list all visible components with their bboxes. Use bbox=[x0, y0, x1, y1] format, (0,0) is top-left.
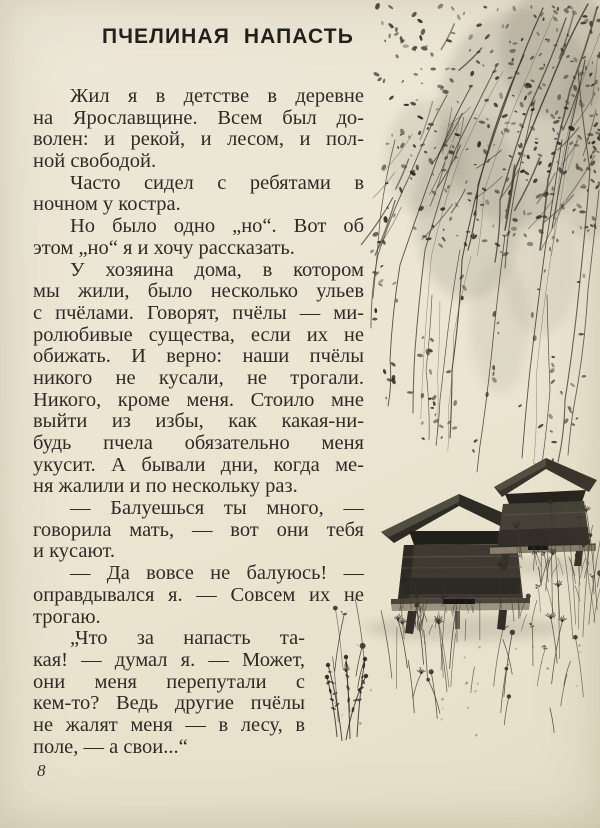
text-line: поле, — а свои...“ bbox=[33, 735, 188, 758]
beehive-left bbox=[381, 494, 543, 634]
charcoal-wash bbox=[386, 0, 600, 392]
paragraph bbox=[33, 173, 364, 216]
text-line: Но было одно „но“. Вот об bbox=[70, 215, 364, 238]
text-line: с пчёлами. Говорят, пчёлы — ми- bbox=[33, 301, 364, 324]
wildflower-meadow bbox=[333, 499, 600, 736]
text-line: оправдывался я. — Совсем их не bbox=[33, 583, 364, 606]
text-line: трогаю. bbox=[33, 605, 101, 628]
text-line: ночном у костра. bbox=[33, 193, 181, 216]
text-line: кем-то? Ведь другие пчёлы bbox=[33, 692, 305, 715]
text-line: ня жалили и по нескольку раз. bbox=[33, 475, 298, 498]
text-line: волен: и рекой, и лесом, и пол- bbox=[33, 128, 364, 151]
birch-branches bbox=[371, 4, 600, 472]
text-line: — Балуешься ты много, — bbox=[70, 497, 364, 520]
text-line: Жил я в детстве в деревне bbox=[70, 85, 364, 107]
paragraph bbox=[33, 498, 364, 563]
paragraph bbox=[33, 260, 364, 499]
text-line: они меня перепутали с bbox=[33, 670, 305, 693]
paragraph bbox=[33, 86, 364, 173]
text-line: — Да вовсе не балуюсь! — bbox=[70, 562, 364, 585]
paragraph bbox=[33, 628, 305, 758]
text-line: никого не кусали, не трогали. bbox=[33, 366, 364, 389]
text-line: Часто сидел с ребятами в bbox=[70, 171, 364, 194]
text-line: и кусают. bbox=[33, 540, 116, 563]
text-line: ролюбивые существа, если их не bbox=[33, 323, 364, 346]
text-line: У хозяина дома, в котором bbox=[70, 258, 364, 281]
paragraph bbox=[33, 216, 364, 259]
paragraph bbox=[33, 563, 364, 628]
text-line: кая! — думал я. — Может, bbox=[33, 648, 305, 671]
text-line: ной свободой. bbox=[33, 150, 157, 173]
text-line: говорила мать, — вот они тебя bbox=[33, 518, 364, 541]
text-line: на Ярославщине. Всем был до- bbox=[33, 106, 364, 129]
text-line: будь пчела обязательно меня bbox=[33, 432, 364, 454]
text-line: не жалят меня — в лесу, в bbox=[33, 713, 305, 736]
text-line: этом „но“ я и хочу рассказать. bbox=[33, 236, 295, 259]
text-line: мы жили, было несколько ульев bbox=[33, 280, 364, 303]
text-line: Никого, кроме меня. Стоило мне bbox=[33, 388, 364, 411]
text-line: „Что за напасть та- bbox=[70, 627, 305, 650]
text-line: выйти из избы, как какая-ни- bbox=[33, 410, 364, 433]
text-line: обижать. И верно: наши пчёлы bbox=[33, 345, 364, 368]
birch-twigs bbox=[361, 12, 598, 255]
text-line: укусит. А бывали дни, когда ме- bbox=[33, 453, 364, 476]
birch-leaves bbox=[369, 2, 600, 468]
page-number: 8 bbox=[37, 761, 46, 780]
story-text bbox=[33, 86, 364, 758]
beehive-right bbox=[490, 458, 597, 570]
story-title: ПЧЕЛИНАЯ НАПАСТЬ bbox=[102, 25, 354, 48]
ground-shadow bbox=[364, 557, 600, 641]
